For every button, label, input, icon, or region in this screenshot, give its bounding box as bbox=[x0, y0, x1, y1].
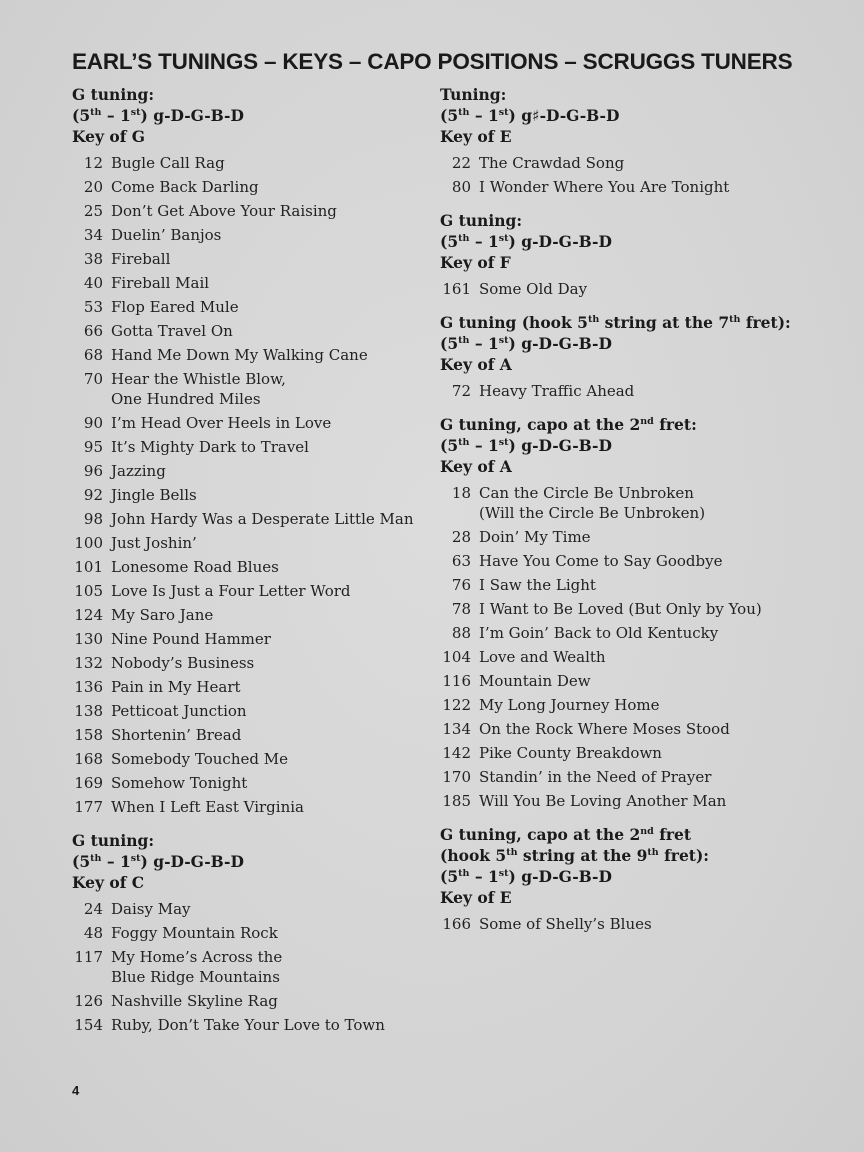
song-entry bbox=[72, 725, 422, 745]
song-title: Hear the Whistle Blow, One Hundred Miles bbox=[111, 370, 286, 408]
song-entry bbox=[440, 279, 800, 299]
section-heading: (5th – 1st) g-D-G-B-D bbox=[72, 106, 244, 125]
section-key: Key of A bbox=[440, 457, 512, 476]
song-page-number: 104 bbox=[442, 648, 471, 666]
song-entry bbox=[72, 509, 422, 529]
song-page-number: 22 bbox=[451, 154, 471, 172]
song-page-number: 136 bbox=[74, 678, 103, 696]
song-title: Gotta Travel On bbox=[111, 322, 233, 340]
song-title: Come Back Darling bbox=[111, 178, 259, 196]
song-entry bbox=[440, 719, 800, 739]
song-page-number: 40 bbox=[83, 274, 103, 292]
song-title: My Saro Jane bbox=[111, 606, 214, 624]
tuning-section bbox=[440, 824, 800, 934]
song-page-number: 48 bbox=[83, 924, 103, 942]
song-title: Love and Wealth bbox=[479, 648, 606, 666]
song-title: It’s Mighty Dark to Travel bbox=[111, 438, 309, 456]
song-list bbox=[440, 153, 800, 197]
song-title: Some of Shelly’s Blues bbox=[479, 915, 652, 933]
section-heading: (5th – 1st) g-D-G-B-D bbox=[440, 232, 612, 251]
song-title: When I Left East Virginia bbox=[111, 798, 304, 816]
song-page-number: 78 bbox=[451, 600, 471, 618]
song-list bbox=[440, 483, 800, 811]
song-page-number: 168 bbox=[74, 750, 103, 768]
song-entry bbox=[72, 1015, 422, 1035]
song-entry bbox=[72, 533, 422, 553]
song-entry bbox=[72, 461, 422, 481]
song-title: Don’t Get Above Your Raising bbox=[111, 202, 337, 220]
song-entry bbox=[440, 483, 800, 523]
song-page-number: 66 bbox=[83, 322, 103, 340]
song-page-number: 95 bbox=[83, 438, 103, 456]
song-title: Nobody’s Business bbox=[111, 654, 255, 672]
song-page-number: 20 bbox=[83, 178, 103, 196]
song-title: I Saw the Light bbox=[479, 576, 596, 594]
song-page-number: 53 bbox=[83, 298, 103, 316]
song-title: Shortenin’ Bread bbox=[111, 726, 242, 744]
song-page-number: 130 bbox=[74, 630, 103, 648]
song-title: Somehow Tonight bbox=[111, 774, 248, 792]
song-page-number: 177 bbox=[74, 798, 103, 816]
song-entry bbox=[72, 201, 422, 221]
song-title: Nashville Skyline Rag bbox=[111, 992, 278, 1010]
song-list bbox=[440, 914, 800, 934]
song-title: I’m Goin’ Back to Old Kentucky bbox=[479, 624, 719, 642]
song-entry bbox=[72, 899, 422, 919]
song-title: On the Rock Where Moses Stood bbox=[479, 720, 730, 738]
song-title: Fireball bbox=[111, 250, 171, 268]
section-heading: G tuning: bbox=[440, 211, 523, 230]
song-title: My Home’s Across the Blue Ridge Mountains bbox=[111, 948, 283, 986]
section-key: Key of G bbox=[72, 127, 146, 146]
song-page-number: 117 bbox=[74, 948, 103, 966]
song-entry bbox=[72, 581, 422, 601]
section-heading: G tuning, capo at the 2nd fret bbox=[440, 825, 692, 844]
song-entry bbox=[72, 369, 422, 409]
song-page-number: 142 bbox=[442, 744, 471, 762]
song-entry bbox=[72, 797, 422, 817]
song-page-number: 158 bbox=[74, 726, 103, 744]
song-entry bbox=[72, 273, 422, 293]
song-entry bbox=[72, 225, 422, 245]
song-entry bbox=[440, 914, 800, 934]
song-page-number: 70 bbox=[83, 370, 103, 388]
song-page-number: 124 bbox=[74, 606, 103, 624]
song-title: Ruby, Don’t Take Your Love to Town bbox=[111, 1016, 385, 1034]
song-page-number: 116 bbox=[442, 672, 471, 690]
song-entry bbox=[440, 623, 800, 643]
song-title: Just Joshin’ bbox=[111, 534, 197, 552]
song-title: Heavy Traffic Ahead bbox=[479, 382, 635, 400]
page-number: 4 bbox=[72, 1083, 80, 1098]
song-title: Love Is Just a Four Letter Word bbox=[111, 582, 351, 600]
section-heading: (5th – 1st) g-D-G-B-D bbox=[440, 867, 612, 886]
section-key: Key of C bbox=[72, 873, 145, 892]
song-entry bbox=[440, 177, 800, 197]
song-title: Pain in My Heart bbox=[111, 678, 241, 696]
song-title: The Crawdad Song bbox=[479, 154, 625, 172]
song-entry bbox=[72, 321, 422, 341]
right-column bbox=[440, 84, 800, 947]
tuning-section bbox=[440, 312, 800, 401]
song-list bbox=[440, 279, 800, 299]
song-page-number: 161 bbox=[442, 280, 471, 298]
song-title: Jazzing bbox=[111, 462, 166, 480]
section-heading: Tuning: bbox=[440, 85, 507, 104]
song-title: John Hardy Was a Desperate Little Man bbox=[111, 510, 414, 528]
section-heading: (5th – 1st) g-D-G-B-D bbox=[440, 436, 612, 455]
song-title: My Long Journey Home bbox=[479, 696, 660, 714]
song-entry bbox=[440, 767, 800, 787]
song-title: Standin’ in the Need of Prayer bbox=[479, 768, 712, 786]
section-heading: G tuning: bbox=[72, 831, 155, 850]
song-entry bbox=[72, 249, 422, 269]
song-title: Fireball Mail bbox=[111, 274, 210, 292]
song-page-number: 170 bbox=[442, 768, 471, 786]
song-title: I’m Head Over Heels in Love bbox=[111, 414, 332, 432]
tuning-section bbox=[72, 84, 422, 817]
left-column bbox=[72, 84, 422, 1048]
song-page-number: 154 bbox=[74, 1016, 103, 1034]
song-entry bbox=[72, 297, 422, 317]
song-page-number: 28 bbox=[451, 528, 471, 546]
song-page-number: 96 bbox=[83, 462, 103, 480]
song-page-number: 169 bbox=[74, 774, 103, 792]
tuning-section bbox=[440, 84, 800, 197]
page-title: EARL’S TUNINGS – KEYS – CAPO POSITIONS – SCRUGGS TUNERS bbox=[72, 49, 793, 74]
song-entry bbox=[72, 991, 422, 1011]
section-heading: (5th – 1st) g-D-G-B-D bbox=[72, 852, 244, 871]
song-entry bbox=[72, 485, 422, 505]
song-entry bbox=[72, 749, 422, 769]
song-page-number: 90 bbox=[83, 414, 103, 432]
song-title: I Want to Be Loved (But Only by You) bbox=[479, 600, 762, 618]
song-entry bbox=[72, 947, 422, 987]
song-page-number: 25 bbox=[83, 202, 103, 220]
section-heading: G tuning: bbox=[72, 85, 155, 104]
song-entry bbox=[440, 671, 800, 691]
song-page-number: 122 bbox=[442, 696, 471, 714]
song-title: Mountain Dew bbox=[479, 672, 591, 690]
song-entry bbox=[72, 605, 422, 625]
song-title: Foggy Mountain Rock bbox=[111, 924, 278, 942]
song-page-number: 134 bbox=[442, 720, 471, 738]
song-entry bbox=[440, 695, 800, 715]
song-page-number: 12 bbox=[83, 154, 103, 172]
section-heading: (5th – 1st) g-D-G-B-D bbox=[440, 334, 612, 353]
song-page-number: 80 bbox=[451, 178, 471, 196]
song-entry bbox=[440, 551, 800, 571]
tuning-section bbox=[72, 830, 422, 1035]
section-heading: (5th – 1st) g♯-D-G-B-D bbox=[440, 106, 620, 125]
song-entry bbox=[72, 923, 422, 943]
song-page-number: 38 bbox=[83, 250, 103, 268]
song-entry bbox=[440, 575, 800, 595]
song-title: Somebody Touched Me bbox=[111, 750, 288, 768]
song-entry bbox=[72, 413, 422, 433]
song-page-number: 68 bbox=[83, 346, 103, 364]
song-entry bbox=[72, 153, 422, 173]
song-title: Duelin’ Banjos bbox=[111, 226, 222, 244]
song-title: Will You Be Loving Another Man bbox=[479, 792, 727, 810]
song-entry bbox=[440, 599, 800, 619]
song-title: Bugle Call Rag bbox=[111, 154, 225, 172]
song-page-number: 138 bbox=[74, 702, 103, 720]
song-page-number: 100 bbox=[74, 534, 103, 552]
song-entry bbox=[440, 527, 800, 547]
song-title: Can the Circle Be Unbroken (Will the Circle Be Unbroken) bbox=[479, 484, 706, 522]
song-page-number: 72 bbox=[451, 382, 471, 400]
song-title: I Wonder Where You Are Tonight bbox=[479, 178, 730, 196]
song-title: Hand Me Down My Walking Cane bbox=[111, 346, 368, 364]
song-entry bbox=[440, 743, 800, 763]
song-list bbox=[72, 899, 422, 1035]
song-entry bbox=[72, 177, 422, 197]
song-entry bbox=[72, 677, 422, 697]
song-page-number: 185 bbox=[442, 792, 471, 810]
song-entry bbox=[72, 437, 422, 457]
song-entry bbox=[440, 153, 800, 173]
section-key: Key of F bbox=[440, 253, 511, 272]
tuning-section bbox=[440, 210, 800, 299]
song-entry bbox=[72, 773, 422, 793]
song-entry bbox=[440, 791, 800, 811]
song-entry bbox=[72, 701, 422, 721]
section-heading: G tuning, capo at the 2nd fret: bbox=[440, 415, 697, 434]
section-key: Key of A bbox=[440, 355, 512, 374]
tuning-section bbox=[440, 414, 800, 811]
song-page-number: 166 bbox=[442, 915, 471, 933]
song-entry bbox=[72, 557, 422, 577]
song-title: Have You Come to Say Goodbye bbox=[479, 552, 723, 570]
song-entry bbox=[72, 345, 422, 365]
section-heading: (hook 5th string at the 9th fret): bbox=[440, 846, 710, 865]
song-title: Jingle Bells bbox=[111, 486, 197, 504]
song-page-number: 88 bbox=[451, 624, 471, 642]
song-title: Daisy May bbox=[111, 900, 191, 918]
song-list bbox=[440, 381, 800, 401]
song-page-number: 101 bbox=[74, 558, 103, 576]
song-page-number: 126 bbox=[74, 992, 103, 1010]
song-entry bbox=[72, 653, 422, 673]
song-page-number: 132 bbox=[74, 654, 103, 672]
song-page-number: 98 bbox=[83, 510, 103, 528]
song-page-number: 92 bbox=[83, 486, 103, 504]
song-title: Doin’ My Time bbox=[479, 528, 591, 546]
song-page-number: 76 bbox=[451, 576, 471, 594]
song-page-number: 34 bbox=[83, 226, 103, 244]
song-page-number: 63 bbox=[451, 552, 471, 570]
song-title: Flop Eared Mule bbox=[111, 298, 239, 316]
song-title: Nine Pound Hammer bbox=[111, 630, 271, 648]
song-title: Pike County Breakdown bbox=[479, 744, 662, 762]
song-page-number: 105 bbox=[74, 582, 103, 600]
song-title: Petticoat Junction bbox=[111, 702, 247, 720]
song-list bbox=[72, 153, 422, 817]
section-key: Key of E bbox=[440, 127, 512, 146]
song-page-number: 18 bbox=[451, 484, 471, 502]
song-title: Lonesome Road Blues bbox=[111, 558, 279, 576]
song-entry bbox=[72, 629, 422, 649]
song-entry bbox=[440, 647, 800, 667]
song-title: Some Old Day bbox=[479, 280, 588, 298]
section-key: Key of E bbox=[440, 888, 512, 907]
song-entry bbox=[440, 381, 800, 401]
song-page-number: 24 bbox=[83, 900, 103, 918]
section-heading: G tuning (hook 5th string at the 7th fret): bbox=[440, 313, 791, 332]
